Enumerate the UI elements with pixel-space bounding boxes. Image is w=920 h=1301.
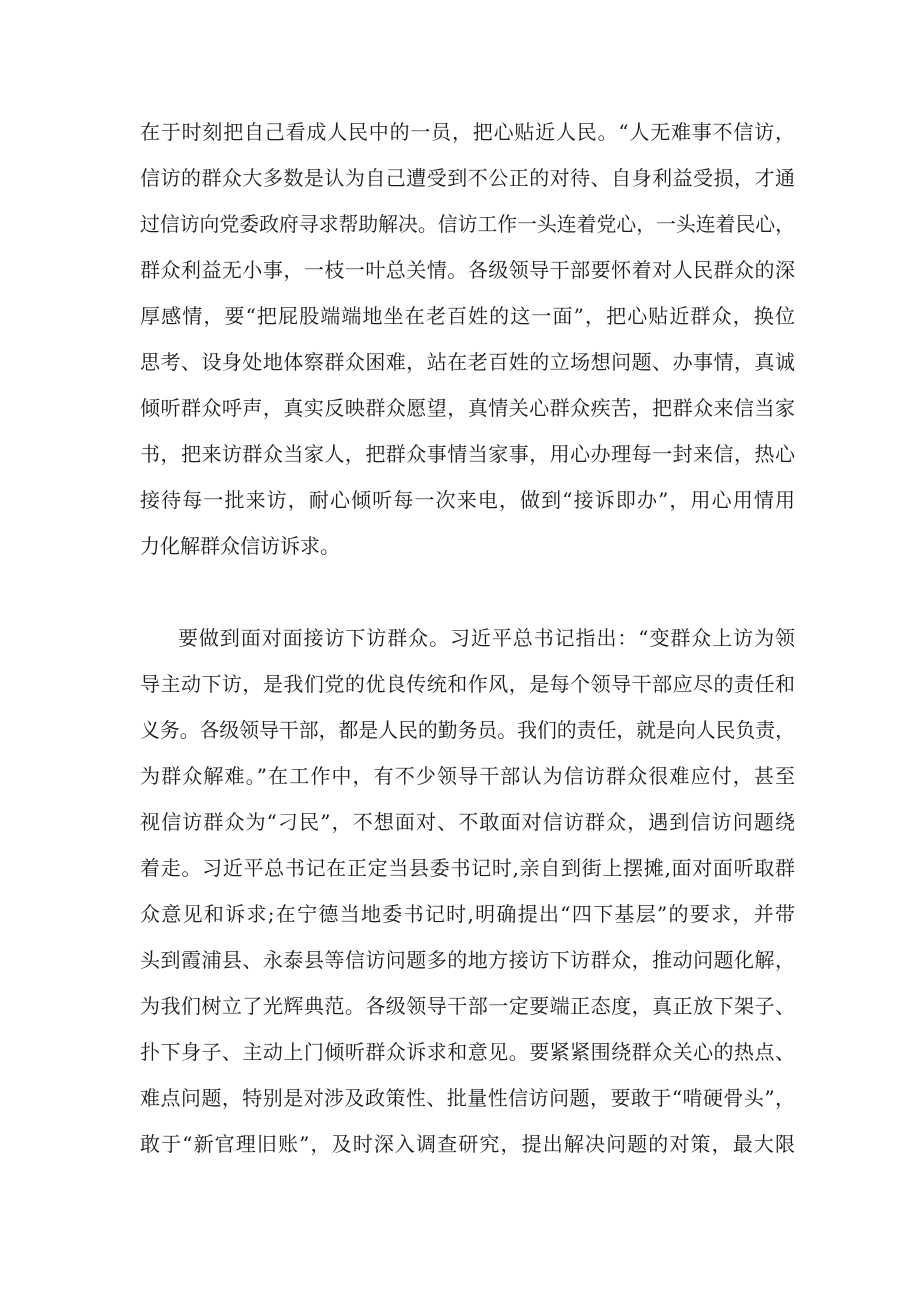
paragraph-1-line-8: 书，把来访群众当家人，把群众事情当家事，用心办理每一封来信，热心 (140, 442, 795, 466)
paragraph-2-line-6: 着走。习近平总书记在正定当县委书记时,亲自到街上摆摊,面对面听取群 (140, 856, 795, 880)
paragraph-2-line-2: 导主动下访，是我们党的优良传统和作风，是每个领导干部应尽的责任和 (140, 672, 795, 696)
paragraph-2-line-10: 扑下身子、主动上门倾听群众诉求和意见。要紧紧围绕群众关心的热点、 (140, 1040, 795, 1064)
paragraph-2-line-8: 头到霞浦县、永泰县等信访问题多的地方接访下访群众，推动问题化解， (140, 948, 795, 972)
paragraph-1-line-6: 思考、设身处地体察群众困难，站在老百姓的立场想问题、办事情，真诚 (140, 350, 795, 374)
paragraph-1-line-7: 倾听群众呼声，真实反映群众愿望，真情关心群众疾苦，把群众来信当家 (140, 396, 795, 420)
paragraph-2-line-11: 难点问题，特别是对涉及政策性、批量性信访问题，要敢于“啃硬骨头”， (140, 1086, 795, 1110)
paragraph-1-line-4: 群众利益无小事，一枝一叶总关情。各级领导干部要怀着对人民群众的深 (140, 258, 795, 282)
paragraph-1-line-3: 过信访向党委政府寻求帮助解决。信访工作一头连着党心，一头连着民心， (140, 212, 795, 236)
paragraph-2-line-9: 为我们树立了光辉典范。各级领导干部一定要端正态度，真正放下架子、 (140, 994, 795, 1018)
paragraph-2-line-3: 义务。各级领导干部，都是人民的勤务员。我们的责任，就是向人民负责， (140, 718, 795, 742)
paragraph-2-line-4: 为群众解难。”在工作中，有不少领导干部认为信访群众很难应付，甚至 (140, 764, 795, 788)
paragraph-2-line-1: 要做到面对面接访下访群众。习近平总书记指出：“变群众上访为领 (178, 626, 795, 650)
paragraph-1-line-5: 厚感情，要“把屁股端端地坐在老百姓的这一面”，把心贴近群众，换位 (140, 304, 795, 328)
paragraph-2-line-12: 敢于“新官理旧账”，及时深入调查研究，提出解决问题的对策，最大限 (140, 1132, 795, 1156)
paragraph-1-line-1: 在于时刻把自己看成人民中的一员，把心贴近人民。“人无难事不信访， (140, 120, 795, 144)
paragraph-2-line-7: 众意见和诉求;在宁德当地委书记时,明确提出“四下基层”的要求，并带 (140, 902, 795, 926)
paragraph-1-line-2: 信访的群众大多数是认为自己遭受到不公正的对待、自身利益受损，才通 (140, 166, 795, 190)
paragraph-1-line-9: 接待每一批来访，耐心倾听每一次来电，做到“接诉即办”，用心用情用 (140, 488, 795, 512)
paragraph-2-line-5: 视信访群众为“刁民”，不想面对、不敢面对信访群众，遇到信访问题绕 (140, 810, 795, 834)
paragraph-1-line-10: 力化解群众信访诉求。 (140, 534, 340, 558)
